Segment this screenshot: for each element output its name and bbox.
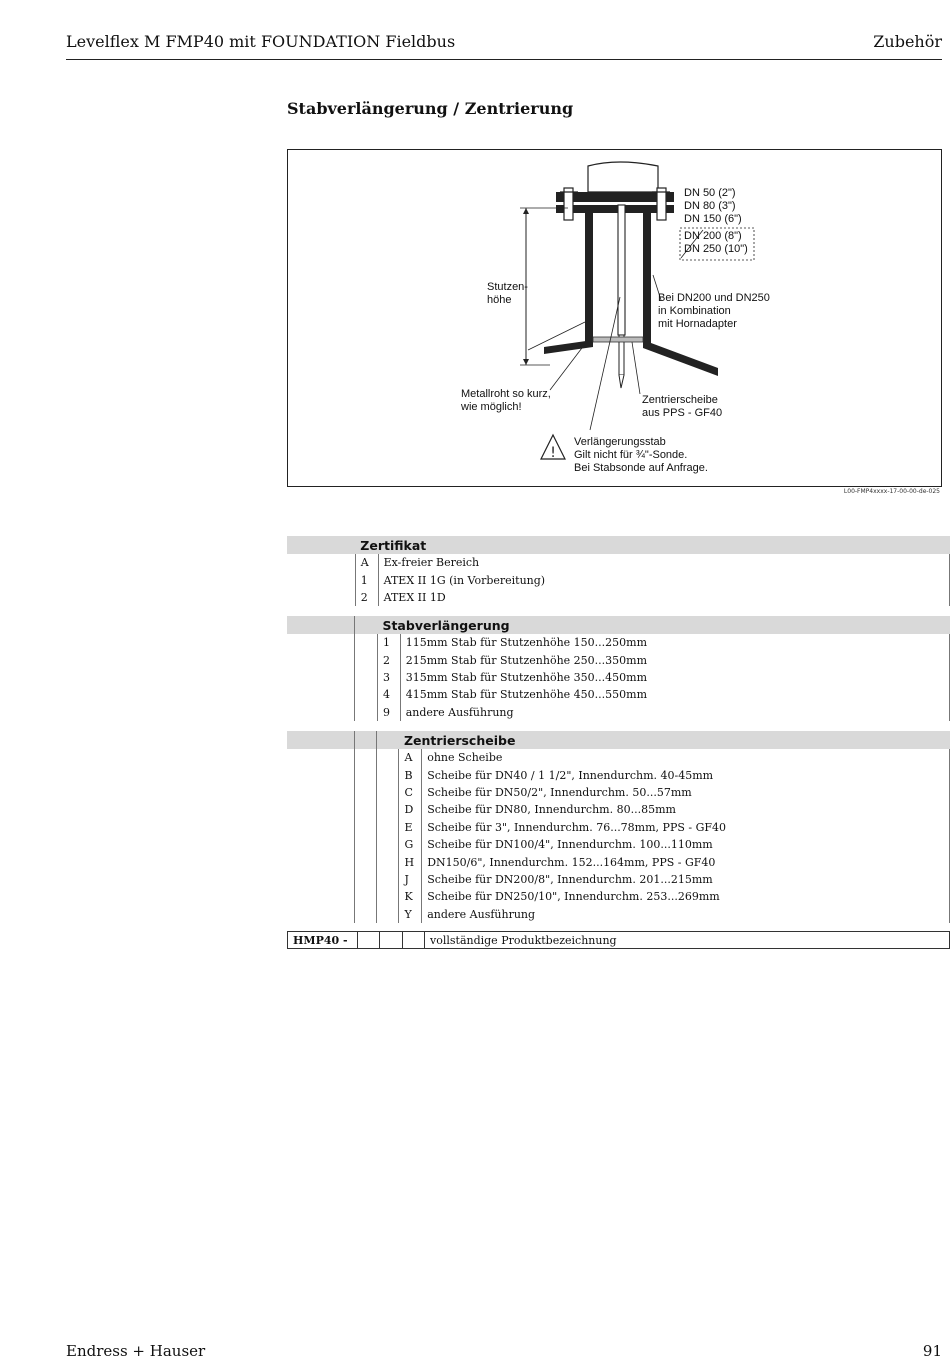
rod-extension-diagram	[288, 150, 941, 486]
table-header	[287, 536, 950, 554]
row-code: H	[399, 853, 422, 870]
label-stutzen-1: Stutzen-	[487, 281, 528, 293]
table-row	[287, 888, 950, 905]
row-code: 9	[377, 704, 400, 721]
scheibe-title: Zentrierscheibe	[399, 731, 950, 749]
flange-bolt-right	[657, 188, 666, 220]
product-code-slot	[357, 932, 379, 949]
stab-title: Stabverlängerung	[377, 616, 949, 634]
tank-wall-left	[544, 340, 593, 354]
table-header	[287, 616, 950, 634]
tank-wall-right	[643, 340, 718, 376]
label-bei-2: in Kombination	[658, 305, 731, 317]
header-title: Levelflex M FMP40 mit FOUNDATION Fieldbus	[66, 32, 456, 51]
probe-rod	[618, 205, 625, 335]
label-bei-3: mit Hornadapter	[658, 318, 737, 330]
row-text: 315mm Stab für Stutzenhöhe 350...450mm	[400, 669, 949, 686]
row-code: G	[399, 836, 422, 853]
table-row	[287, 836, 950, 853]
nozzle-wall-right	[643, 213, 651, 343]
row-text: 115mm Stab für Stutzenhöhe 150...250mm	[400, 634, 949, 651]
label-zent-2: aus PPS - GF40	[642, 407, 723, 419]
table-row	[287, 589, 950, 606]
order-table-zertifikat	[287, 536, 950, 624]
table-row	[287, 749, 950, 766]
label-verl-3: Bei Stabsonde auf Anfrage.	[574, 462, 708, 474]
row-code: 4	[377, 686, 400, 703]
label-dn80: DN 80 (3")	[684, 200, 736, 212]
table-row	[287, 784, 950, 801]
row-code: Y	[399, 906, 422, 923]
label-metall-1: Metallroht so kurz,	[461, 388, 551, 400]
table-row	[287, 669, 950, 686]
row-text: Scheibe für DN80, Innendurchm. 80...85mm	[422, 801, 950, 818]
table-row	[287, 906, 950, 923]
figure-frame	[287, 149, 942, 487]
row-code: C	[399, 784, 422, 801]
housing-shape	[588, 162, 658, 192]
nozzle-wall-left	[585, 213, 593, 343]
table-row	[287, 801, 950, 818]
row-code: 1	[355, 571, 378, 588]
product-code-row	[288, 932, 950, 949]
table-row	[287, 819, 950, 836]
header-rule	[66, 59, 942, 60]
label-verl-2: Gilt nicht für ¾"-Sonde.	[574, 449, 688, 461]
row-code: A	[355, 554, 378, 571]
product-code-label: vollständige Produktbezeichnung	[425, 932, 950, 949]
row-code: 2	[355, 589, 378, 606]
row-code: J	[399, 871, 422, 888]
row-code: 2	[377, 651, 400, 668]
table-row	[287, 853, 950, 870]
page-number: 91	[922, 1342, 942, 1360]
centering-disk	[593, 337, 643, 342]
row-code: B	[399, 766, 422, 783]
flange-bolt-left	[564, 188, 573, 220]
product-code-slot	[380, 932, 402, 949]
row-text: 415mm Stab für Stutzenhöhe 450...550mm	[400, 686, 949, 703]
table-row	[287, 651, 950, 668]
label-dn250: DN 250 (10")	[684, 243, 748, 255]
label-dn50: DN 50 (2")	[684, 187, 736, 199]
row-text: Scheibe für DN250/10", Innendurchm. 253...269mm	[422, 888, 950, 905]
order-table-stab	[287, 616, 950, 738]
row-text: Scheibe für 3", Innendurchm. 76...78mm, PPS - GF40	[422, 819, 950, 836]
label-metall-2: wie möglich!	[461, 401, 522, 413]
row-code: 1	[377, 634, 400, 651]
footer-brand: Endress + Hauser	[66, 1342, 206, 1360]
row-text: ATEX II 1G (in Vorbereitung)	[378, 571, 949, 588]
row-code: A	[399, 749, 422, 766]
row-code: D	[399, 801, 422, 818]
table-row	[287, 571, 950, 588]
row-code: K	[399, 888, 422, 905]
label-stutzen-2: höhe	[487, 294, 512, 306]
table-row	[287, 871, 950, 888]
table-row	[287, 704, 950, 721]
order-table-final	[287, 931, 950, 949]
row-text: DN150/6", Innendurchm. 152...164mm, PPS - GF40	[422, 853, 950, 870]
row-code: E	[399, 819, 422, 836]
row-text: Ex-freier Bereich	[378, 554, 949, 571]
label-dn150: DN 150 (6")	[684, 213, 742, 225]
product-code-slot	[402, 932, 424, 949]
row-text: Scheibe für DN200/8", Innendurchm. 201...215mm	[422, 871, 950, 888]
row-text: andere Ausführung	[422, 906, 950, 923]
header-chapter: Zubehör	[873, 32, 942, 51]
section-title: Stabverlängerung / Zentrierung	[287, 99, 574, 118]
rod-tip	[619, 375, 624, 388]
zertifikat-title: Zertifikat	[355, 536, 949, 554]
row-text: 215mm Stab für Stutzenhöhe 250...350mm	[400, 651, 949, 668]
label-zent-1: Zentrierscheibe	[642, 394, 718, 406]
label-dn200: DN 200 (8")	[684, 230, 742, 242]
figure-code: L00-FMP4xxxx-17-00-00-de-025	[843, 488, 940, 495]
table-header	[287, 731, 950, 749]
label-bei-1: Bei DN200 und DN250	[658, 292, 770, 304]
table-row	[287, 554, 950, 571]
svg-text:!: !	[550, 445, 556, 461]
row-text: Scheibe für DN50/2", Innendurchm. 50...57mm	[422, 784, 950, 801]
row-text: ATEX II 1D	[378, 589, 949, 606]
product-prefix: HMP40 -	[288, 932, 358, 949]
table-row	[287, 634, 950, 651]
row-code: 3	[377, 669, 400, 686]
flange-plate	[556, 192, 674, 202]
row-text: andere Ausführung	[400, 704, 949, 721]
row-text: Scheibe für DN100/4", Innendurchm. 100...110mm	[422, 836, 950, 853]
row-text: Scheibe für DN40 / 1 1/2", Innendurchm. 40-45mm	[422, 766, 950, 783]
table-row	[287, 766, 950, 783]
table-row	[287, 686, 950, 703]
order-table-scheibe	[287, 731, 950, 923]
row-text: ohne Scheibe	[422, 749, 950, 766]
flange-plate-lower	[556, 205, 674, 213]
label-verl-1: Verlängerungsstab	[574, 436, 666, 448]
